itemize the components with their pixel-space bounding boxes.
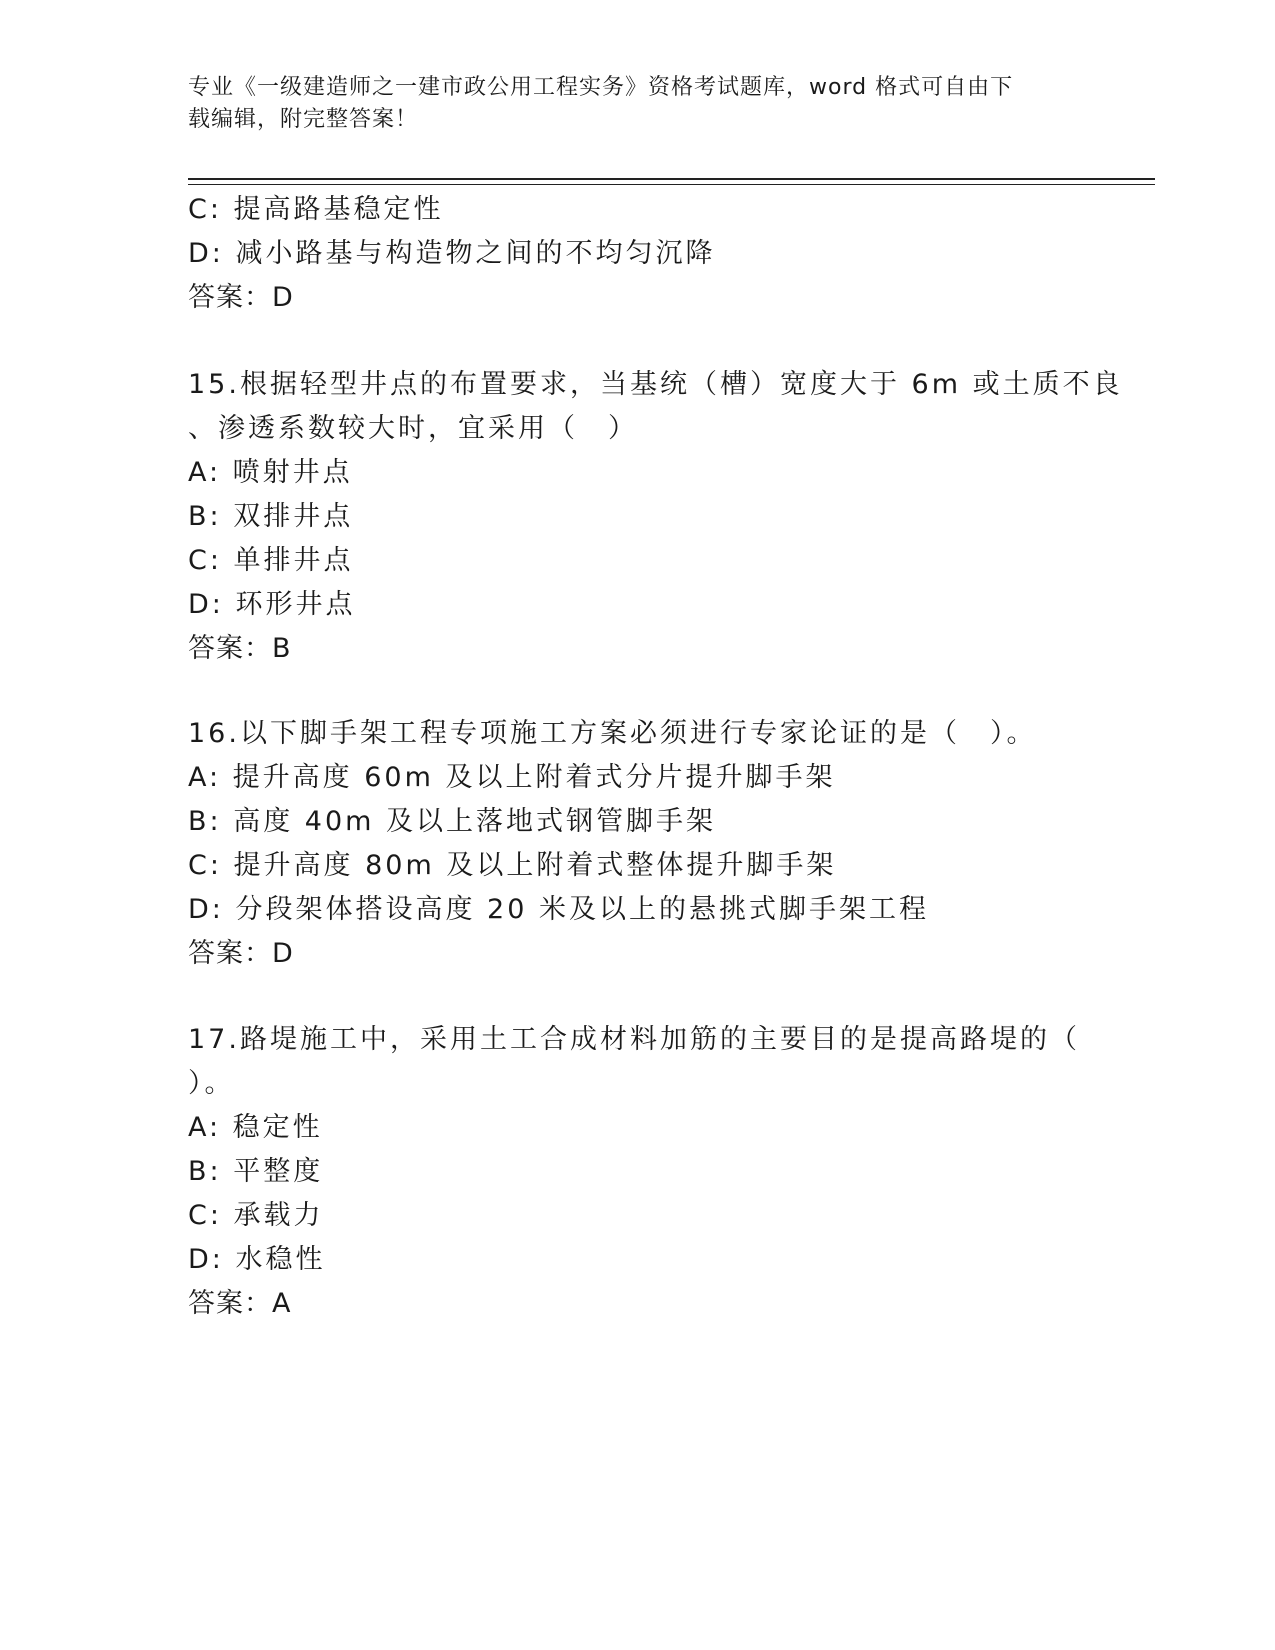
q17-answer: 答案：A (188, 1288, 292, 1319)
q15-option-c: C: 单排井点 (188, 545, 354, 576)
q16-option-c: C: 提升高度 80m 及以上附着式整体提升脚手架 (188, 850, 837, 881)
document-header (188, 72, 1068, 136)
q17-option-c: C: 承载力 (188, 1200, 324, 1231)
q15-stem-line-1: 15.根据轻型井点的布置要求，当基统（槽）宽度大于 6m 或土质不良 (188, 369, 1123, 400)
header-line-1: 专业《一级建造师之一建市政公用工程实务》资格考试题库，word 格式可自由下 (188, 75, 1014, 100)
q17-option-b: B: 平整度 (188, 1156, 324, 1187)
q16-stem-line-1: 16.以下脚手架工程专项施工方案必须进行专家论证的是（ ）。 (188, 718, 1037, 749)
q16-option-d: D: 分段架体搭设高度 20 米及以上的悬挑式脚手架工程 (188, 894, 929, 925)
q15-answer: 答案：B (188, 633, 292, 664)
q15-option-d: D: 环形井点 (188, 589, 356, 620)
q17-stem-line-1: 17.路堤施工中，采用土工合成材料加筋的主要目的是提高路堤的（ (188, 1024, 1080, 1055)
q16-answer: 答案：D (188, 938, 294, 969)
q14-option-c: C: 提高路基稳定性 (188, 194, 444, 225)
q16-option-b: B: 高度 40m 及以上落地式钢管脚手架 (188, 806, 717, 837)
q17-option-d: D: 水稳性 (188, 1244, 326, 1275)
q15-option-b: B: 双排井点 (188, 501, 354, 532)
q17-stem-line-2: ）。 (188, 1068, 235, 1099)
q15-stem-line-2: 、渗透系数较大时，宜采用（ ） (188, 413, 638, 444)
q17-option-a: A: 稳定性 (188, 1112, 323, 1143)
q14-option-d: D: 减小路基与构造物之间的不均匀沉降 (188, 238, 716, 269)
q15-option-a: A: 喷射井点 (188, 457, 353, 488)
header-line-2: 载编辑，附完整答案！ (188, 107, 419, 132)
header-rule-thick (188, 178, 1155, 180)
header-rule-thin (188, 184, 1155, 185)
q16-option-a: A: 提升高度 60m 及以上附着式分片提升脚手架 (188, 762, 836, 793)
q14-answer: 答案：D (188, 282, 294, 313)
